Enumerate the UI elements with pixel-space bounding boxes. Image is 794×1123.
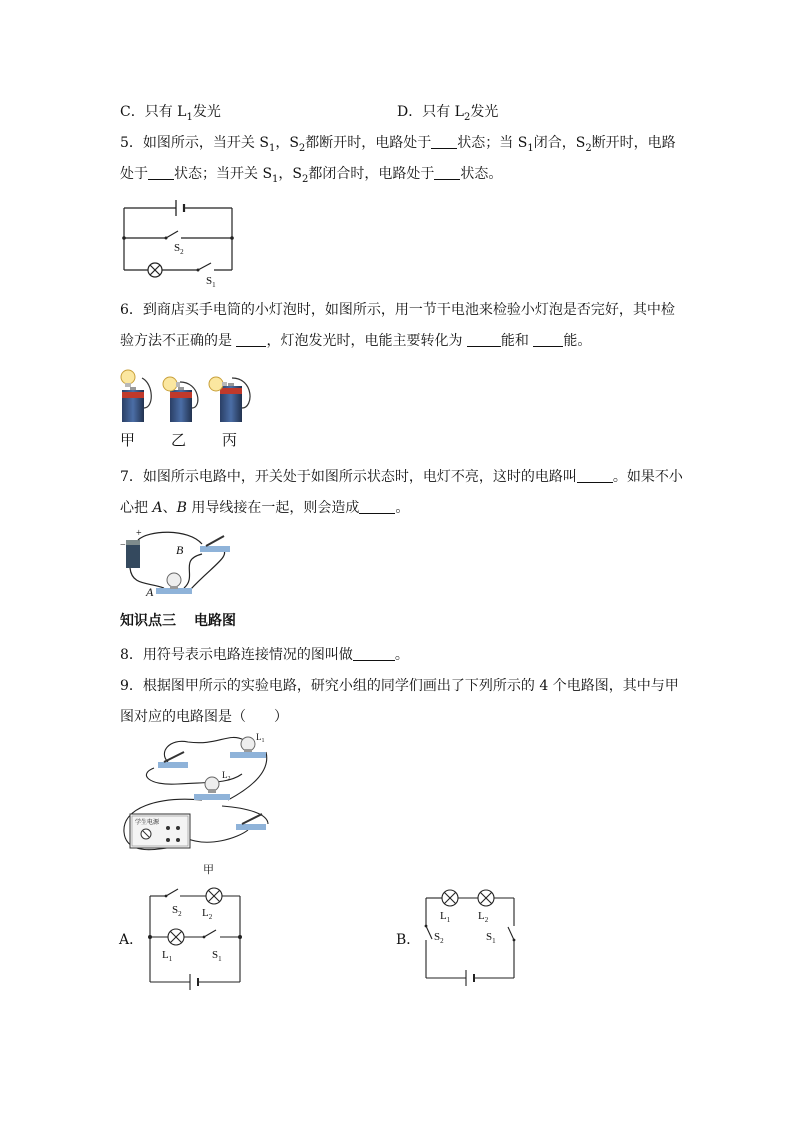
q5-sub: 2 (302, 173, 309, 185)
q9-a-s2: S (172, 904, 179, 916)
q9-apparatus-l2-sub: 2 (227, 776, 231, 782)
q5-sub: 1 (272, 173, 279, 185)
q5-text: 状态。 (460, 166, 503, 182)
bulb-icon (163, 377, 177, 391)
q8-blank[interactable] (353, 646, 395, 661)
battery-icon (220, 383, 242, 422)
q5-fig-s1-label: S (206, 275, 213, 287)
q9-option-b-circuit[interactable] (420, 882, 520, 988)
q6-text: 能和 (500, 333, 534, 349)
q5-text: ，S (275, 135, 299, 151)
bulb-icon (156, 573, 192, 594)
q7-text: 。 (395, 500, 410, 516)
q4-option-c (120, 102, 221, 128)
q9-line-2: 图对应的电路图是（ ） (120, 709, 288, 725)
q7-fig-a-label: A (146, 585, 154, 599)
svg-text:S2 (172, 904, 182, 918)
q4-option-d-sub: 2 (463, 111, 471, 123)
q6-line-1: 6．到商店买手电筒的小灯泡时，如图所示，用一节干电池来检验小灯泡是否完好，其中检 (120, 302, 675, 318)
q5-text: 断开时，电路 (591, 135, 676, 151)
q5-sub: 2 (585, 142, 592, 154)
q9-b-l2-sub: 2 (484, 916, 489, 924)
q9-b-l2: L (478, 910, 485, 922)
q5-fig-s2-label: S (174, 242, 181, 254)
q5-text: 闭合，S (533, 135, 586, 151)
q6-battery-bulb-illustration (112, 364, 262, 426)
q9-power-label: 学生电源 (135, 820, 160, 826)
q9-a-l2: L (202, 907, 209, 919)
q5-sub: 1 (527, 142, 534, 154)
q5-text: 5．如图所示，当开关 S (120, 135, 269, 151)
svg-text:S2 (434, 931, 444, 945)
q6-text: ，灯泡发光时，电能主要转化为 (266, 333, 467, 349)
battery-icon (170, 387, 192, 422)
q9-option-b-label: B． (396, 932, 421, 948)
q9-b-l1: L (440, 910, 447, 922)
q7-line-1 (120, 467, 683, 487)
switch-icon (236, 814, 266, 830)
q5-sub: 2 (298, 142, 306, 154)
q6-text: 能。 (563, 333, 592, 349)
q7-point-b: B (176, 500, 187, 516)
q9-a-s1-sub: 1 (218, 955, 222, 963)
q7-circuit-illustration (118, 526, 240, 602)
svg-text:L1 (256, 732, 265, 744)
q9-a-s2-sub: 2 (178, 910, 182, 918)
svg-text:S1 (486, 931, 496, 945)
q5-text: 都闭合时，电路处于 (308, 166, 435, 182)
q7-text: 7．如图所示电路中，开关处于如图所示状态时，电灯不亮，这时的电路叫 (120, 469, 577, 485)
q9-a-s1: S (212, 949, 219, 961)
q5-blank-1[interactable] (431, 134, 457, 149)
battery-icon (122, 387, 144, 422)
bulb-icon (121, 370, 135, 384)
q5-fig-s2-sub: 2 (180, 248, 184, 256)
q7-point-a: A (152, 500, 163, 516)
q7-text: 、 (162, 500, 177, 516)
switch-icon (158, 752, 188, 768)
q9-apparatus-l1: L (256, 732, 262, 742)
switch-icon (200, 536, 230, 552)
q7-text: 用导线接在一起，则会造成 (186, 500, 360, 516)
q4-option-d-tail: 发光 (470, 104, 499, 120)
q7-fig-minus: − (120, 540, 126, 551)
q6-blank-1[interactable] (236, 332, 266, 347)
q4-option-c-text: C．只有 L (120, 104, 187, 120)
q4-option-c-sub: 1 (186, 111, 193, 123)
q6-blank-3[interactable] (533, 332, 563, 347)
q5-blank-2[interactable] (148, 165, 174, 180)
q6-line-2 (120, 331, 591, 351)
q5-line-1 (120, 133, 676, 159)
q5-text: 状态；当开关 S (174, 166, 273, 182)
q7-text: 心把 (120, 500, 153, 516)
battery-icon (126, 540, 140, 568)
q8-line (120, 645, 409, 665)
q7-line-2 (120, 498, 409, 518)
q8-text: 8．用符号表示电路连接情况的图叫做 (120, 647, 353, 663)
q9-line-1: 9．根据图甲所示的实验电路，研究小组的同学们画出了下列所示的 4 个电路图，其中与甲 (120, 678, 679, 694)
q5-sub: 1 (268, 142, 276, 154)
svg-text:L2 (478, 910, 489, 924)
q6-caption-bing: 丙 (222, 431, 238, 449)
q9-option-a-label: A． (119, 932, 144, 948)
q9-a-l2-sub: 2 (208, 913, 213, 921)
svg-text:S1 (212, 949, 222, 963)
q4-option-c-tail: 发光 (192, 104, 221, 120)
q6-text: 验方法不正确的是 (120, 333, 237, 349)
q6-blank-2[interactable] (467, 332, 501, 347)
q9-b-l1-sub: 1 (446, 916, 451, 924)
q5-line-2 (120, 164, 502, 190)
bulb-icon (209, 377, 223, 391)
q9-apparatus-l1-sub: 1 (261, 738, 265, 744)
q9-option-a-circuit[interactable] (144, 880, 254, 990)
section-3-heading (120, 611, 236, 631)
q7-blank-2[interactable] (359, 499, 395, 514)
q6-caption-yi: 乙 (171, 431, 187, 449)
q5-blank-3[interactable] (434, 165, 460, 180)
section-3-name: 电路图 (194, 613, 236, 629)
section-3-title: 知识点三 (120, 613, 176, 629)
q4-option-d-text: D．只有 L (397, 104, 464, 120)
q8-text: 。 (394, 647, 409, 663)
q9-a-l1: L (162, 949, 169, 961)
q7-fig-plus: + (136, 528, 142, 539)
q5-text: ，S (278, 166, 303, 182)
q9-b-s1-sub: 1 (492, 937, 496, 945)
q7-fig-b-label: B (176, 543, 184, 557)
q5-circuit-diagram (118, 196, 240, 288)
q9-apparatus-l2: L (222, 770, 228, 780)
svg-text:S2 (174, 242, 184, 256)
q4-option-d (397, 102, 498, 128)
q9-b-s2-sub: 2 (440, 937, 444, 945)
q6-caption-jia: 甲 (120, 431, 136, 449)
q9-experiment-apparatus (118, 728, 278, 858)
q9-figure-label: 甲 (203, 863, 214, 876)
svg-text:L1 (162, 949, 173, 963)
q9-b-s1: S (486, 931, 493, 943)
q5-text: 状态；当 S (457, 135, 528, 151)
svg-text:L1 (440, 910, 451, 924)
q7-blank-1[interactable] (577, 468, 613, 483)
q5-fig-s1-sub: 1 (212, 281, 216, 288)
q5-text: 处于 (120, 166, 148, 182)
svg-text:L2 (202, 907, 213, 921)
svg-text:S1 (206, 275, 216, 288)
q9-b-s2: S (434, 931, 441, 943)
q7-text: 。如果不小 (612, 469, 683, 485)
q9-a-l1-sub: 1 (168, 955, 173, 963)
q5-text: 都断开时，电路处于 (305, 135, 432, 151)
